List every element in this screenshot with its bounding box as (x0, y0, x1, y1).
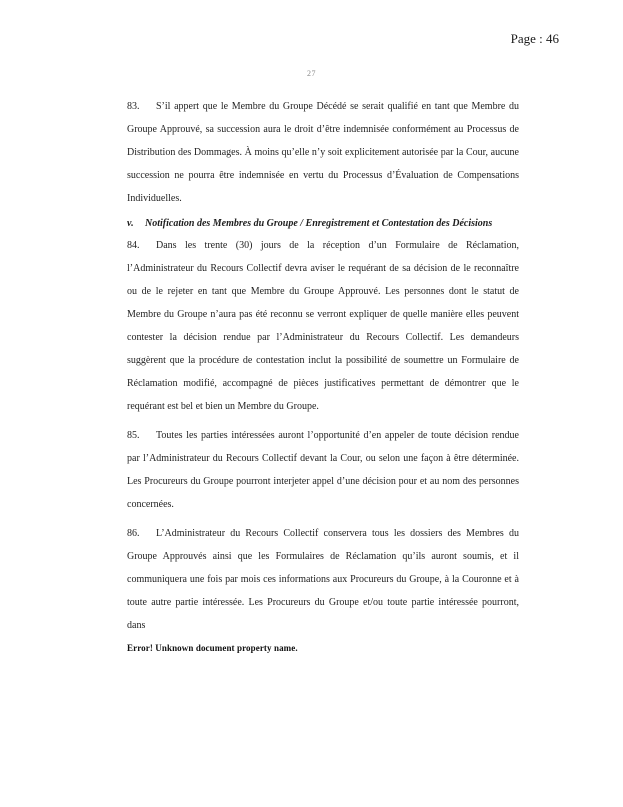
section-heading-marker: v. (127, 218, 134, 229)
document-body (127, 95, 519, 643)
section-heading-text: Notification des Membres du Groupe / Enregistrement et Contestation des Décisions (145, 218, 493, 229)
folio-number: 27 (307, 69, 316, 78)
paragraph-text: Dans les trente (30) jours de la réception d’un Formulaire de Réclamation, l’Administrateur du Recours Collectif devra aviser le requérant de sa décision de le reconnaître ou de le rejeter en tant que Membre du Groupe Approuvé. Les personnes dont le statut de Membre du Groupe n’aura pas été reconnu se verront expliquer de quelle manière elles peuvent contester la décision rendue par l’Administrateur du Recours Collectif. Les demandeurs suggèrent que la procédure de contestation inclut la possibilité de soumettre un Formulaire de Réclamation modifié, accompagné de pièces justificatives permettant de démontrer que le requérant est bel et bien un Membre du Groupe. (127, 240, 519, 412)
paragraph-number: 84. (127, 240, 140, 251)
paragraph-number: 85. (127, 430, 140, 441)
paragraph-text: Toutes les parties intéressées auront l’opportunité d’en appeler de toute décision rendue par l’Administrateur du Recours Collectif devant la Cour, ou selon une façon à être déterminée. Les Procureurs du Groupe pourront interjeter appel d’une décision pour et au nom des personnes concernées. (127, 430, 519, 510)
paragraph-84 (127, 234, 519, 418)
paragraph-number: 86. (127, 528, 140, 539)
footer-error-text: Error! Unknown document property name. (127, 643, 298, 653)
paragraph-text: S’il appert que le Membre du Groupe Décédé se serait qualifié en tant que Membre du Groupe Approuvé, sa succession aura le droit d’être indemnisée conformément au Processus de Distribution des Dommages. À moins qu’elle n’y soit explicitement autorisée par la Cour, aucune succession ne pourra être indemnisée en vertu du Processus d’Évaluation de Compensations Individuelles. (127, 101, 519, 204)
section-heading (127, 216, 519, 231)
paragraph-number: 83. (127, 101, 140, 112)
paragraph-86 (127, 522, 519, 637)
paragraph-text: L’Administrateur du Recours Collectif conservera tous les dossiers des Membres du Groupe Approuvés ainsi que les Formulaires de Réclamation qu’ils auront soumis, et il communiquera une fois par mois ces informations aux Procureurs du Groupe, à la Couronne et à toute autre partie intéressée. Les Procureurs du Groupe et/ou toute partie intéressée pourront, dans (127, 528, 519, 631)
paragraph-83 (127, 95, 519, 210)
page-number-label: Page : 46 (510, 31, 559, 46)
paragraph-85 (127, 424, 519, 516)
